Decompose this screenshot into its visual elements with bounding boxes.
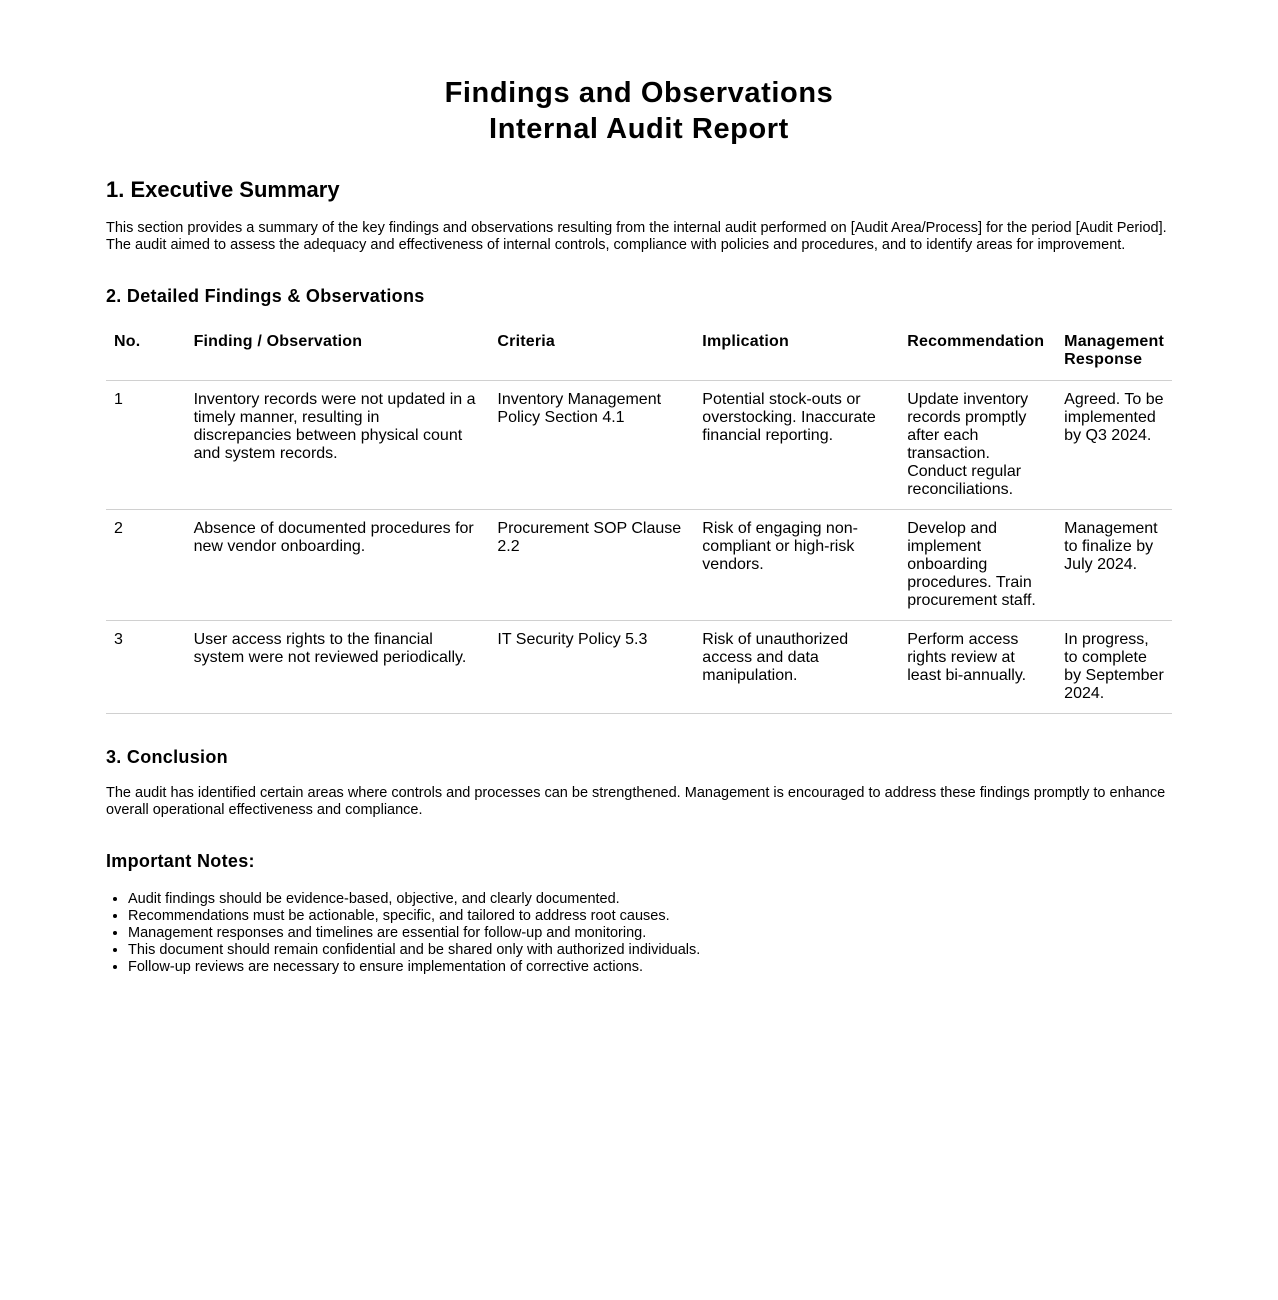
findings-table [106, 325, 1172, 714]
list-item: • Follow-up reviews are necessary to ensure implementation of corrective actions. [128, 959, 1172, 976]
notes-list [106, 891, 1172, 976]
cell-implication: Potential stock-outs or overstocking. Inaccurate financial reporting. [694, 381, 899, 510]
executive-summary-heading: 1. Executive Summary [106, 177, 340, 202]
cell-implication: Risk of unauthorized access and data manipulation. [694, 621, 899, 714]
column-header-management-response: Management Response [1056, 325, 1172, 381]
table-row [106, 621, 1172, 714]
cell-management-response: In progress, to complete by September 2024. [1056, 621, 1172, 714]
cell-finding: Absence of documented procedures for new vendor onboarding. [186, 510, 490, 621]
list-item: • Management responses and timelines are essential for follow-up and monitoring. [128, 925, 1172, 942]
column-header-finding: Finding / Observation [186, 325, 490, 381]
title-line-2: Internal Audit Report [489, 113, 789, 145]
list-item: • This document should remain confidential and be shared only with authorized individuals. [128, 942, 1172, 959]
cell-no: 2 [106, 510, 186, 621]
column-header-implication: Implication [694, 325, 899, 381]
cell-implication: Risk of engaging non-compliant or high-risk vendors. [694, 510, 899, 621]
title-line-1: Findings and Observations [444, 77, 834, 109]
column-header-no: No. [106, 325, 186, 381]
report-title [106, 75, 1172, 147]
column-header-recommendation: Recommendation [899, 325, 1056, 381]
cell-recommendation: Update inventory records promptly after each transaction. Conduct regular reconciliations. [899, 381, 1056, 510]
conclusion-heading: 3. Conclusion [106, 747, 228, 767]
report-page [106, 0, 1172, 976]
notes-heading: Important Notes: [106, 851, 255, 871]
cell-management-response: Management to finalize by July 2024. [1056, 510, 1172, 621]
cell-recommendation: Develop and implement onboarding procedures. Train procurement staff. [899, 510, 1056, 621]
cell-management-response: Agreed. To be implemented by Q3 2024. [1056, 381, 1172, 510]
table-row [106, 381, 1172, 510]
cell-recommendation: Perform access rights review at least bi-annually. [899, 621, 1056, 714]
cell-criteria: Procurement SOP Clause 2.2 [489, 510, 694, 621]
cell-criteria: Inventory Management Policy Section 4.1 [489, 381, 694, 510]
cell-finding: Inventory records were not updated in a timely manner, resulting in discrepancies between physical count and system records. [186, 381, 490, 510]
cell-no: 1 [106, 381, 186, 510]
list-item: • Recommendations must be actionable, specific, and tailored to address root causes. [128, 908, 1172, 925]
executive-summary-text: This section provides a summary of the key findings and observations resulting from the internal audit performed on [Audit Area/Process] for the period [Audit Period]. The audit aimed to assess the adequacy and effectiveness of internal controls, compliance with policies and procedures, and to identify areas for improvement. [106, 220, 1167, 253]
column-header-criteria: Criteria [489, 325, 694, 381]
cell-criteria: IT Security Policy 5.3 [489, 621, 694, 714]
conclusion-text: The audit has identified certain areas where controls and processes can be strengthened. Management is encouraged to address these findings promptly to enhance overall operational effectiveness and compliance. [106, 785, 1166, 818]
table-header-row [106, 325, 1172, 381]
table-row [106, 510, 1172, 621]
cell-no: 3 [106, 621, 186, 714]
findings-heading: 2. Detailed Findings & Observations [106, 286, 425, 306]
cell-finding: User access rights to the financial system were not reviewed periodically. [186, 621, 490, 714]
list-item: • Audit findings should be evidence-based, objective, and clearly documented. [128, 891, 1172, 908]
